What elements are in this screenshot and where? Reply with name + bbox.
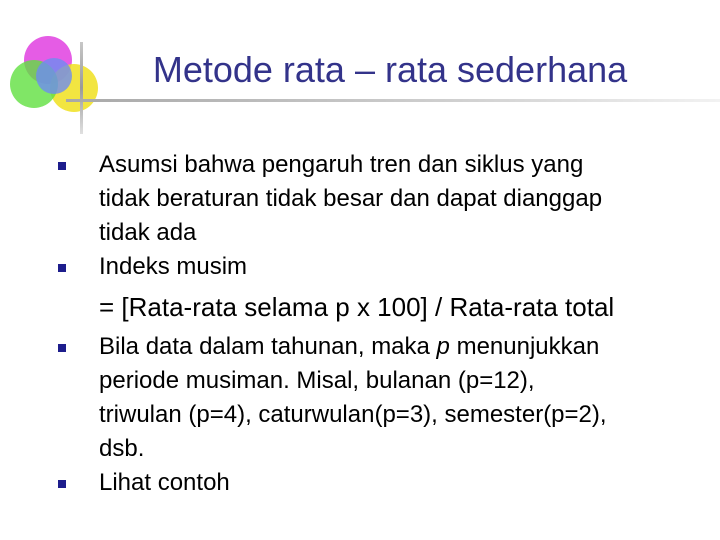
overlapping-circles-logo (0, 30, 110, 140)
square-bullet-icon (58, 264, 66, 272)
bullet-text-line: periode musiman. Misal, bulanan (p=12), (99, 367, 535, 394)
square-bullet-icon (58, 162, 66, 170)
bullet-text-segment: menunjukkan (449, 333, 600, 360)
square-bullet-icon (58, 480, 66, 488)
logo-circle-blue (36, 58, 72, 94)
bullet-text-line: Indeks musim (99, 253, 248, 280)
index-formula: = [Rata-rata selama p x 100] / Rata-rata total (99, 292, 615, 322)
title-vertical-rule (80, 42, 83, 134)
bullet-text-line: Lihat contoh (99, 469, 230, 496)
bullet-item-indeks-musim (58, 250, 708, 284)
bullet-item-lihat-contoh (58, 466, 708, 500)
bullet-text-line (99, 330, 708, 364)
bullet-text-line: dsb. (99, 435, 145, 462)
bullet-text-line: Asumsi bahwa pengaruh tren dan siklus yang (99, 151, 584, 178)
bullet-text-line: tidak ada (99, 219, 197, 246)
square-bullet-icon (58, 344, 66, 352)
title-horizontal-rule (66, 99, 720, 102)
bullet-item-asumsi (58, 148, 708, 250)
variable-p: p (436, 333, 450, 360)
bullet-list (58, 148, 708, 500)
bullet-item-bila-data (58, 330, 708, 466)
slide-title: Metode rata – rata sederhana (152, 49, 628, 90)
bullet-text-line: triwulan (p=4), caturwulan(p=3), semester(p=2), (99, 401, 607, 428)
bullet-text-segment: Bila data dalam tahunan, maka (99, 333, 437, 360)
bullet-text-line: tidak beraturan tidak besar dan dapat dianggap (99, 185, 603, 212)
